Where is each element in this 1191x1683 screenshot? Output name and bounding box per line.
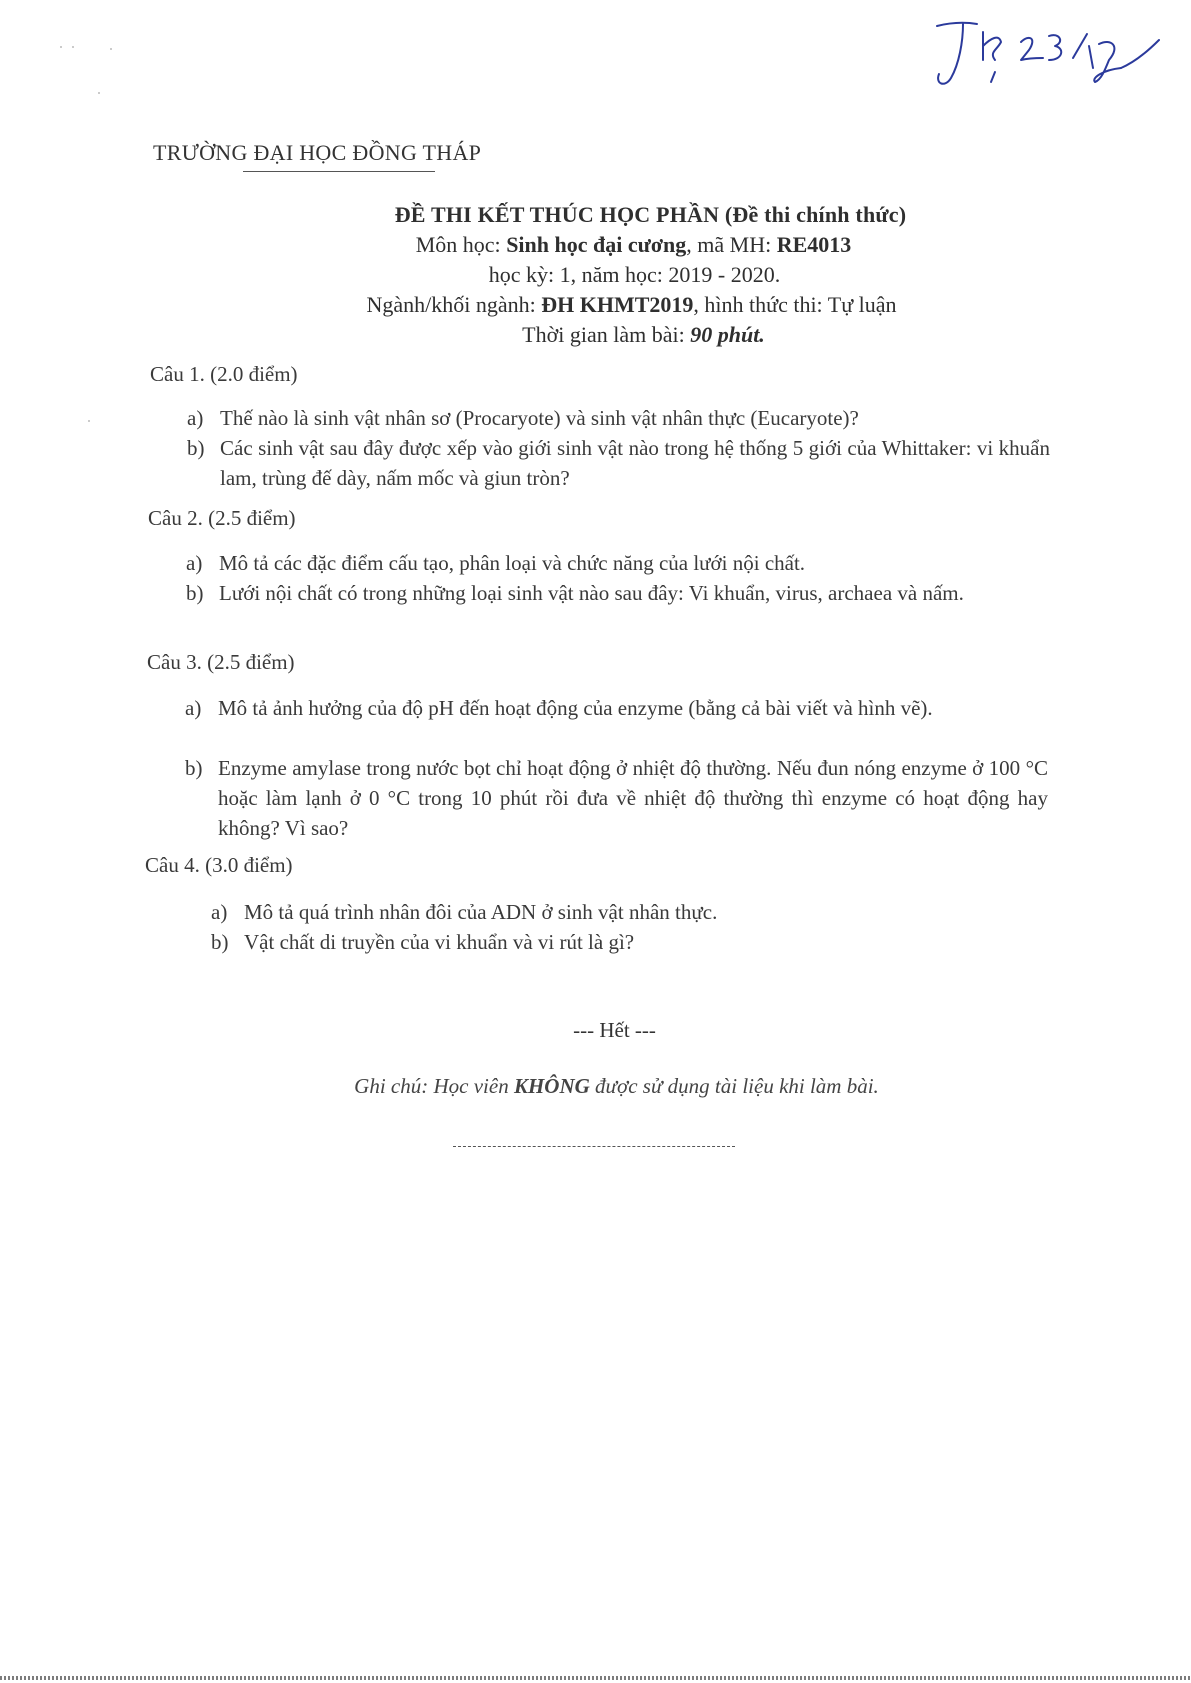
exam-title: ĐỀ THI KẾT THÚC HỌC PHẦN (Đề thi chính thức) [394, 202, 907, 227]
dashed-divider [453, 1146, 735, 1147]
item-text: Các sinh vật sau đây được xếp vào giới sinh vật nào trong hệ thống 5 giới của Whittaker: vi khuẩn lam, trùng đế dày, nấm mốc và giun tròn? [220, 436, 1050, 490]
note-emphasis: KHÔNG [513, 1074, 590, 1098]
exam-header [0, 200, 1191, 350]
question-item [211, 897, 1074, 927]
handwritten-signature [925, 12, 1165, 102]
question-item [186, 578, 1049, 608]
item-label: a) [186, 551, 203, 575]
question-title: Câu 3. (2.5 điểm) [147, 650, 295, 674]
question-title: Câu 2. (2.5 điểm) [148, 506, 296, 530]
scan-edge [0, 1676, 1191, 1680]
item-label: a) [187, 406, 204, 430]
time-value: 90 phút. [690, 322, 765, 347]
question-title: Câu 4. (3.0 điểm) [145, 853, 293, 877]
item-text: Enzyme amylase trong nước bọt chỉ hoạt động ở nhiệt độ thường. Nếu đun nóng enzyme ở 100 °C hoặc làm lạnh ở 0 °C trong 10 phút rồi đưa về nhiệt độ thường thì enzyme có hoạt động hay không? Vì sao? [218, 756, 1048, 840]
item-label: a) [185, 696, 202, 720]
question-title: Câu 1. (2.0 điểm) [150, 362, 298, 386]
item-label: b) [187, 436, 205, 460]
term-line: học kỳ: 1, năm học: 2019 - 2020. [488, 262, 781, 287]
question-item [187, 403, 1050, 433]
end-mark: --- Hết --- [573, 1018, 656, 1042]
course-line: Môn học: Sinh học đại cương, mã MH: RE4013 [415, 232, 852, 257]
question-item [187, 433, 1050, 493]
major-line: Ngành/khối ngành: ĐH KHMT2019, hình thức thi: Tự luận [366, 292, 897, 317]
major-name: ĐH KHMT2019 [541, 292, 694, 317]
course-code: RE4013 [776, 232, 852, 257]
item-text: Vật chất di truyền của vi khuẩn và vi rút là gì? [244, 930, 635, 954]
course-name: Sinh học đại cương [506, 232, 687, 257]
item-label: a) [211, 900, 228, 924]
item-text: Thế nào là sinh vật nhân sơ (Procaryote) và sinh vật nhân thực (Eucaryote)? [220, 406, 859, 430]
question-item [185, 693, 1048, 723]
school-underline [243, 171, 435, 172]
item-text: Lưới nội chất có trong những loại sinh vật nào sau đây: Vi khuẩn, virus, archaea và nấm. [219, 581, 964, 605]
item-label: b) [211, 930, 229, 954]
item-label: b) [185, 756, 203, 780]
school-name: TRƯỜNG ĐẠI HỌC ĐỒNG THÁP [153, 140, 482, 165]
time-line: Thời gian làm bài: 90 phút. [522, 322, 765, 347]
item-label: b) [186, 581, 204, 605]
exam-note: Ghi chú: Học viên KHÔNG được sử dụng tài liệu khi làm bài. [354, 1074, 879, 1098]
item-text: Mô tả quá trình nhân đôi của ADN ở sinh vật nhân thực. [244, 900, 718, 924]
item-text: Mô tả ảnh hưởng của độ pH đến hoạt động của enzyme (bằng cả bài viết và hình vẽ). [218, 696, 933, 720]
question-item [211, 927, 1074, 957]
question-item [185, 753, 1048, 843]
signature-drawing [925, 12, 1165, 102]
question-item [186, 548, 1049, 578]
item-text: Mô tả các đặc điểm cấu tạo, phân loại và chức năng của lưới nội chất. [219, 551, 806, 575]
